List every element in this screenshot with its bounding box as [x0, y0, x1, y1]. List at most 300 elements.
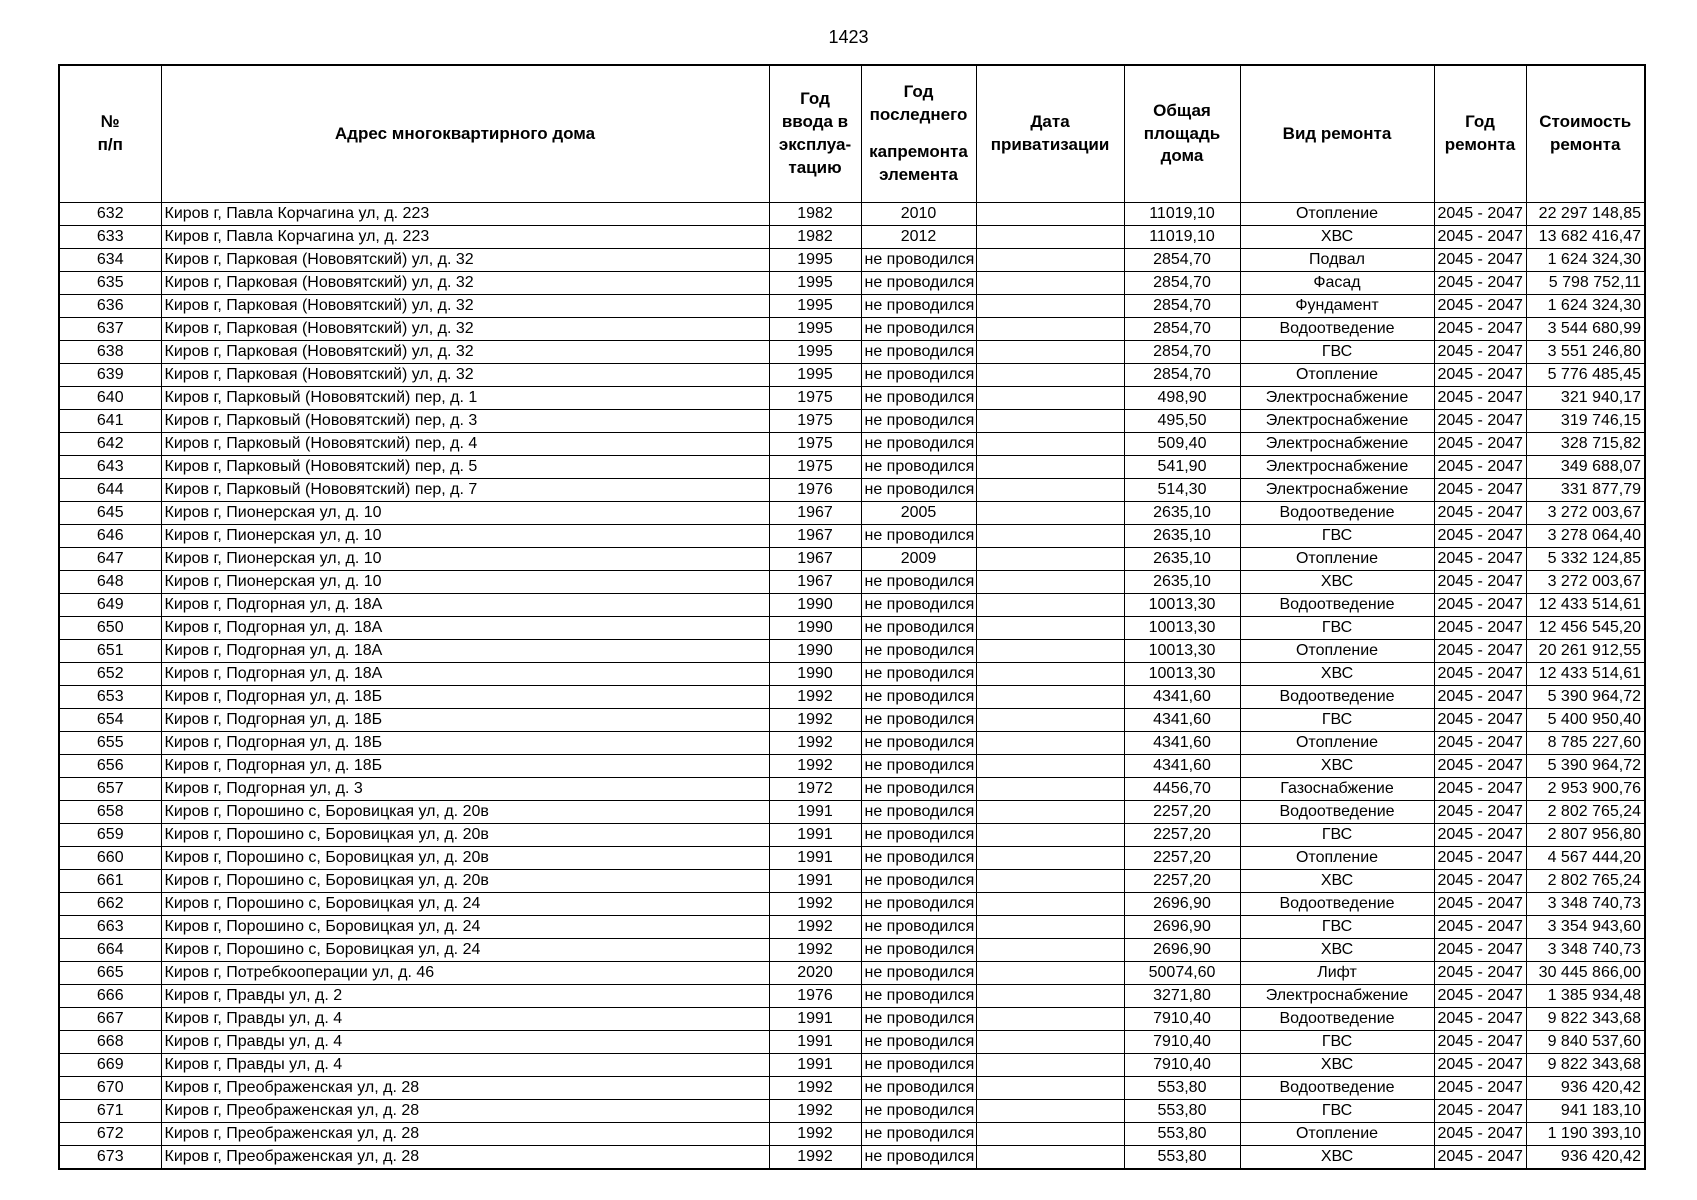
row-last-repair: 2010	[861, 203, 976, 226]
row-repair-kind: Отопление	[1240, 1123, 1434, 1146]
row-address: Киров г, Преображенская ул, д. 28	[161, 1077, 769, 1100]
row-year-built: 1991	[769, 870, 861, 893]
row-last-repair: не проводился	[861, 433, 976, 456]
row-last-repair: не проводился	[861, 893, 976, 916]
row-area: 2854,70	[1124, 295, 1240, 318]
row-year-built: 1967	[769, 571, 861, 594]
row-last-repair: не проводился	[861, 686, 976, 709]
table-row	[59, 479, 1645, 502]
row-number: 658	[59, 801, 161, 824]
table-row	[59, 341, 1645, 364]
row-last-repair: не проводился	[861, 1077, 976, 1100]
row-repair-year: 2045 - 2047	[1434, 341, 1526, 364]
row-year-built: 1995	[769, 341, 861, 364]
row-area: 553,80	[1124, 1146, 1240, 1170]
row-privatization	[976, 594, 1124, 617]
row-address: Киров г, Преображенская ул, д. 28	[161, 1146, 769, 1170]
row-last-repair: не проводился	[861, 272, 976, 295]
row-privatization	[976, 226, 1124, 249]
table-row	[59, 364, 1645, 387]
row-area: 509,40	[1124, 433, 1240, 456]
row-address: Киров г, Порошино с, Боровицкая ул, д. 20в	[161, 870, 769, 893]
row-privatization	[976, 1077, 1124, 1100]
row-address: Киров г, Парковый (Нововятский) пер, д. 3	[161, 410, 769, 433]
row-last-repair: не проводился	[861, 456, 976, 479]
row-year-built: 1967	[769, 525, 861, 548]
row-last-repair: не проводился	[861, 249, 976, 272]
row-year-built: 1995	[769, 249, 861, 272]
row-repair-year: 2045 - 2047	[1434, 939, 1526, 962]
row-privatization	[976, 387, 1124, 410]
row-year-built: 1992	[769, 893, 861, 916]
row-repair-kind: ХВС	[1240, 939, 1434, 962]
row-repair-kind: Электроснабжение	[1240, 985, 1434, 1008]
row-address: Киров г, Павла Корчагина ул, д. 223	[161, 226, 769, 249]
row-privatization	[976, 801, 1124, 824]
row-cost: 936 420,42	[1526, 1077, 1645, 1100]
row-last-repair: не проводился	[861, 479, 976, 502]
row-repair-kind: Водоотведение	[1240, 1008, 1434, 1031]
header-num: № п/п	[59, 65, 161, 203]
row-area: 7910,40	[1124, 1054, 1240, 1077]
row-repair-year: 2045 - 2047	[1434, 962, 1526, 985]
table-row	[59, 617, 1645, 640]
row-privatization	[976, 847, 1124, 870]
row-address: Киров г, Подгорная ул, д. 18Б	[161, 709, 769, 732]
row-area: 2854,70	[1124, 318, 1240, 341]
row-number: 646	[59, 525, 161, 548]
row-cost: 331 877,79	[1526, 479, 1645, 502]
row-year-built: 1992	[769, 1077, 861, 1100]
row-number: 661	[59, 870, 161, 893]
row-privatization	[976, 893, 1124, 916]
row-repair-year: 2045 - 2047	[1434, 985, 1526, 1008]
row-area: 498,90	[1124, 387, 1240, 410]
row-area: 2696,90	[1124, 939, 1240, 962]
row-address: Киров г, Порошино с, Боровицкая ул, д. 20в	[161, 801, 769, 824]
row-repair-kind: ХВС	[1240, 663, 1434, 686]
row-repair-kind: Отопление	[1240, 203, 1434, 226]
row-cost: 2 802 765,24	[1526, 870, 1645, 893]
row-number: 647	[59, 548, 161, 571]
row-year-built: 1991	[769, 824, 861, 847]
row-number: 654	[59, 709, 161, 732]
row-repair-kind: Электроснабжение	[1240, 456, 1434, 479]
row-cost: 1 190 393,10	[1526, 1123, 1645, 1146]
row-last-repair: не проводился	[861, 962, 976, 985]
row-number: 665	[59, 962, 161, 985]
row-repair-kind: Отопление	[1240, 640, 1434, 663]
row-last-repair: 2012	[861, 226, 976, 249]
row-number: 642	[59, 433, 161, 456]
row-repair-year: 2045 - 2047	[1434, 364, 1526, 387]
row-year-built: 1995	[769, 295, 861, 318]
table-row	[59, 893, 1645, 916]
row-repair-year: 2045 - 2047	[1434, 1031, 1526, 1054]
repair-register-table	[58, 64, 1646, 1170]
row-repair-year: 2045 - 2047	[1434, 1100, 1526, 1123]
row-number: 657	[59, 778, 161, 801]
row-number: 672	[59, 1123, 161, 1146]
row-last-repair: не проводился	[861, 410, 976, 433]
header-privatization: Дата приватизации	[976, 65, 1124, 203]
row-area: 11019,10	[1124, 226, 1240, 249]
row-area: 10013,30	[1124, 640, 1240, 663]
row-cost: 12 456 545,20	[1526, 617, 1645, 640]
row-address: Киров г, Павла Корчагина ул, д. 223	[161, 203, 769, 226]
row-cost: 2 953 900,76	[1526, 778, 1645, 801]
table-row	[59, 525, 1645, 548]
table-row	[59, 1054, 1645, 1077]
row-cost: 2 807 956,80	[1526, 824, 1645, 847]
row-cost: 20 261 912,55	[1526, 640, 1645, 663]
row-repair-kind: ГВС	[1240, 617, 1434, 640]
table-row	[59, 939, 1645, 962]
row-cost: 5 776 485,45	[1526, 364, 1645, 387]
row-cost: 5 390 964,72	[1526, 755, 1645, 778]
row-year-built: 1967	[769, 502, 861, 525]
row-address: Киров г, Подгорная ул, д. 18А	[161, 594, 769, 617]
row-number: 660	[59, 847, 161, 870]
row-address: Киров г, Подгорная ул, д. 18А	[161, 663, 769, 686]
row-repair-kind: Фундамент	[1240, 295, 1434, 318]
row-year-built: 1991	[769, 1031, 861, 1054]
row-repair-year: 2045 - 2047	[1434, 617, 1526, 640]
row-cost: 5 400 950,40	[1526, 709, 1645, 732]
row-cost: 3 544 680,99	[1526, 318, 1645, 341]
row-privatization	[976, 1054, 1124, 1077]
row-area: 2854,70	[1124, 341, 1240, 364]
row-privatization	[976, 1031, 1124, 1054]
row-privatization	[976, 985, 1124, 1008]
row-cost: 321 940,17	[1526, 387, 1645, 410]
row-area: 50074,60	[1124, 962, 1240, 985]
row-repair-kind: ХВС	[1240, 1054, 1434, 1077]
row-repair-year: 2045 - 2047	[1434, 433, 1526, 456]
row-area: 7910,40	[1124, 1008, 1240, 1031]
table-row	[59, 640, 1645, 663]
row-repair-kind: Газоснабжение	[1240, 778, 1434, 801]
row-year-built: 1975	[769, 410, 861, 433]
row-last-repair: не проводился	[861, 1054, 976, 1077]
table-row	[59, 571, 1645, 594]
row-number: 659	[59, 824, 161, 847]
row-repair-year: 2045 - 2047	[1434, 686, 1526, 709]
table-row	[59, 1077, 1645, 1100]
row-number: 664	[59, 939, 161, 962]
header-last-repair: Год последнего капремонта элемента	[861, 65, 976, 203]
row-cost: 1 624 324,30	[1526, 295, 1645, 318]
row-privatization	[976, 571, 1124, 594]
row-repair-year: 2045 - 2047	[1434, 525, 1526, 548]
row-repair-kind: ХВС	[1240, 755, 1434, 778]
row-area: 553,80	[1124, 1100, 1240, 1123]
row-number: 640	[59, 387, 161, 410]
row-year-built: 1991	[769, 801, 861, 824]
row-address: Киров г, Парковая (Нововятский) ул, д. 32	[161, 272, 769, 295]
row-repair-year: 2045 - 2047	[1434, 870, 1526, 893]
row-repair-year: 2045 - 2047	[1434, 387, 1526, 410]
row-last-repair: не проводился	[861, 801, 976, 824]
row-privatization	[976, 295, 1124, 318]
row-privatization	[976, 433, 1124, 456]
row-last-repair: не проводился	[861, 732, 976, 755]
row-number: 638	[59, 341, 161, 364]
row-year-built: 1982	[769, 203, 861, 226]
row-privatization	[976, 663, 1124, 686]
row-privatization	[976, 1146, 1124, 1170]
row-repair-kind: ХВС	[1240, 571, 1434, 594]
row-last-repair: не проводился	[861, 1100, 976, 1123]
row-year-built: 1995	[769, 364, 861, 387]
row-cost: 2 802 765,24	[1526, 801, 1645, 824]
row-number: 648	[59, 571, 161, 594]
row-repair-kind: ГВС	[1240, 709, 1434, 732]
row-privatization	[976, 686, 1124, 709]
row-cost: 3 354 943,60	[1526, 916, 1645, 939]
row-year-built: 1990	[769, 663, 861, 686]
row-area: 4456,70	[1124, 778, 1240, 801]
row-area: 2635,10	[1124, 571, 1240, 594]
row-address: Киров г, Подгорная ул, д. 18А	[161, 640, 769, 663]
row-privatization	[976, 939, 1124, 962]
row-cost: 3 348 740,73	[1526, 939, 1645, 962]
row-area: 2257,20	[1124, 847, 1240, 870]
row-area: 10013,30	[1124, 617, 1240, 640]
row-last-repair: не проводился	[861, 1146, 976, 1170]
row-repair-year: 2045 - 2047	[1434, 295, 1526, 318]
row-area: 11019,10	[1124, 203, 1240, 226]
table-row	[59, 663, 1645, 686]
row-repair-year: 2045 - 2047	[1434, 571, 1526, 594]
row-address: Киров г, Потребкооперации ул, д. 46	[161, 962, 769, 985]
row-last-repair: не проводился	[861, 640, 976, 663]
row-address: Киров г, Парковая (Нововятский) ул, д. 32	[161, 364, 769, 387]
row-address: Киров г, Парковый (Нововятский) пер, д. 4	[161, 433, 769, 456]
row-last-repair: не проводился	[861, 916, 976, 939]
row-repair-kind: Лифт	[1240, 962, 1434, 985]
table-row	[59, 1146, 1645, 1170]
row-repair-year: 2045 - 2047	[1434, 755, 1526, 778]
row-number: 656	[59, 755, 161, 778]
row-privatization	[976, 1123, 1124, 1146]
row-number: 651	[59, 640, 161, 663]
row-number: 641	[59, 410, 161, 433]
row-number: 634	[59, 249, 161, 272]
row-repair-kind: Электроснабжение	[1240, 479, 1434, 502]
row-repair-year: 2045 - 2047	[1434, 824, 1526, 847]
row-repair-year: 2045 - 2047	[1434, 594, 1526, 617]
row-last-repair: не проводился	[861, 617, 976, 640]
row-address: Киров г, Порошино с, Боровицкая ул, д. 24	[161, 893, 769, 916]
row-number: 649	[59, 594, 161, 617]
row-area: 4341,60	[1124, 686, 1240, 709]
row-cost: 13 682 416,47	[1526, 226, 1645, 249]
row-address: Киров г, Порошино с, Боровицкая ул, д. 20в	[161, 847, 769, 870]
row-year-built: 1992	[769, 1146, 861, 1170]
row-repair-kind: Водоотведение	[1240, 594, 1434, 617]
row-repair-kind: Подвал	[1240, 249, 1434, 272]
row-address: Киров г, Порошино с, Боровицкая ул, д. 24	[161, 939, 769, 962]
row-privatization	[976, 203, 1124, 226]
row-repair-kind: ГВС	[1240, 1031, 1434, 1054]
row-last-repair: не проводился	[861, 870, 976, 893]
row-address: Киров г, Порошино с, Боровицкая ул, д. 20в	[161, 824, 769, 847]
row-privatization	[976, 916, 1124, 939]
row-last-repair: не проводился	[861, 1008, 976, 1031]
row-cost: 5 332 124,85	[1526, 548, 1645, 571]
row-year-built: 1990	[769, 594, 861, 617]
row-area: 4341,60	[1124, 755, 1240, 778]
row-number: 662	[59, 893, 161, 916]
row-number: 653	[59, 686, 161, 709]
header-cost: Стоимость ремонта	[1526, 65, 1645, 203]
table-row	[59, 824, 1645, 847]
row-area: 2635,10	[1124, 525, 1240, 548]
row-repair-kind: ГВС	[1240, 341, 1434, 364]
table-row	[59, 594, 1645, 617]
row-year-built: 1992	[769, 1123, 861, 1146]
table-row	[59, 916, 1645, 939]
row-repair-year: 2045 - 2047	[1434, 548, 1526, 571]
row-area: 7910,40	[1124, 1031, 1240, 1054]
row-repair-kind: ХВС	[1240, 1146, 1434, 1170]
row-repair-kind: Отопление	[1240, 732, 1434, 755]
table-row	[59, 847, 1645, 870]
row-repair-kind: Отопление	[1240, 364, 1434, 387]
row-number: 645	[59, 502, 161, 525]
row-year-built: 1991	[769, 1008, 861, 1031]
row-repair-kind: Отопление	[1240, 847, 1434, 870]
row-cost: 12 433 514,61	[1526, 663, 1645, 686]
row-address: Киров г, Парковая (Нововятский) ул, д. 32	[161, 249, 769, 272]
row-cost: 3 272 003,67	[1526, 571, 1645, 594]
table-row	[59, 433, 1645, 456]
table-body	[59, 203, 1645, 1170]
header-row	[59, 65, 1645, 203]
row-privatization	[976, 249, 1124, 272]
table-row	[59, 1031, 1645, 1054]
table-row	[59, 318, 1645, 341]
row-repair-kind: ГВС	[1240, 1100, 1434, 1123]
row-repair-kind: ХВС	[1240, 226, 1434, 249]
header-repair-year: Год ремонта	[1434, 65, 1526, 203]
row-last-repair: не проводился	[861, 295, 976, 318]
row-address: Киров г, Правды ул, д. 4	[161, 1031, 769, 1054]
row-repair-kind: Водоотведение	[1240, 318, 1434, 341]
row-privatization	[976, 502, 1124, 525]
row-repair-kind: Отопление	[1240, 548, 1434, 571]
row-number: 666	[59, 985, 161, 1008]
row-repair-year: 2045 - 2047	[1434, 272, 1526, 295]
page-number: 1423	[828, 27, 869, 47]
row-address: Киров г, Пионерская ул, д. 10	[161, 548, 769, 571]
row-privatization	[976, 548, 1124, 571]
row-privatization	[976, 755, 1124, 778]
table-row	[59, 709, 1645, 732]
row-number: 668	[59, 1031, 161, 1054]
row-privatization	[976, 410, 1124, 433]
row-area: 2696,90	[1124, 916, 1240, 939]
row-repair-year: 2045 - 2047	[1434, 916, 1526, 939]
row-area: 10013,30	[1124, 594, 1240, 617]
row-last-repair: не проводился	[861, 594, 976, 617]
row-last-repair: не проводился	[861, 663, 976, 686]
row-repair-year: 2045 - 2047	[1434, 502, 1526, 525]
row-cost: 3 272 003,67	[1526, 502, 1645, 525]
row-address: Киров г, Преображенская ул, д. 28	[161, 1123, 769, 1146]
row-year-built: 1990	[769, 640, 861, 663]
row-number: 644	[59, 479, 161, 502]
row-address: Киров г, Подгорная ул, д. 18Б	[161, 755, 769, 778]
row-address: Киров г, Парковая (Нововятский) ул, д. 32	[161, 318, 769, 341]
row-area: 2854,70	[1124, 272, 1240, 295]
row-address: Киров г, Порошино с, Боровицкая ул, д. 24	[161, 916, 769, 939]
row-repair-year: 2045 - 2047	[1434, 1008, 1526, 1031]
row-area: 2257,20	[1124, 870, 1240, 893]
row-privatization	[976, 1100, 1124, 1123]
row-year-built: 1992	[769, 916, 861, 939]
row-area: 553,80	[1124, 1123, 1240, 1146]
row-privatization	[976, 364, 1124, 387]
row-year-built: 1992	[769, 732, 861, 755]
row-address: Киров г, Подгорная ул, д. 18Б	[161, 686, 769, 709]
row-cost: 30 445 866,00	[1526, 962, 1645, 985]
row-privatization	[976, 709, 1124, 732]
row-last-repair: не проводился	[861, 709, 976, 732]
table-row	[59, 962, 1645, 985]
row-repair-kind: ГВС	[1240, 525, 1434, 548]
row-number: 669	[59, 1054, 161, 1077]
row-repair-year: 2045 - 2047	[1434, 801, 1526, 824]
row-area: 3271,80	[1124, 985, 1240, 1008]
row-address: Киров г, Подгорная ул, д. 18А	[161, 617, 769, 640]
row-last-repair: не проводился	[861, 318, 976, 341]
row-repair-year: 2045 - 2047	[1434, 893, 1526, 916]
row-cost: 328 715,82	[1526, 433, 1645, 456]
row-privatization	[976, 870, 1124, 893]
row-year-built: 1992	[769, 686, 861, 709]
row-area: 4341,60	[1124, 709, 1240, 732]
row-cost: 1 385 934,48	[1526, 985, 1645, 1008]
row-number: 632	[59, 203, 161, 226]
row-address: Киров г, Правды ул, д. 4	[161, 1008, 769, 1031]
row-address: Киров г, Пионерская ул, д. 10	[161, 571, 769, 594]
table-row	[59, 410, 1645, 433]
row-year-built: 1992	[769, 709, 861, 732]
row-privatization	[976, 479, 1124, 502]
row-address: Киров г, Парковый (Нововятский) пер, д. 1	[161, 387, 769, 410]
row-last-repair: не проводился	[861, 341, 976, 364]
row-last-repair: не проводился	[861, 985, 976, 1008]
row-repair-kind: ХВС	[1240, 870, 1434, 893]
row-repair-year: 2045 - 2047	[1434, 456, 1526, 479]
row-privatization	[976, 1008, 1124, 1031]
header-year-built: Год ввода в эксплуа- тацию	[769, 65, 861, 203]
row-area: 2257,20	[1124, 824, 1240, 847]
row-repair-kind: Водоотведение	[1240, 801, 1434, 824]
row-area: 10013,30	[1124, 663, 1240, 686]
row-number: 643	[59, 456, 161, 479]
row-privatization	[976, 778, 1124, 801]
row-number: 673	[59, 1146, 161, 1170]
row-last-repair: не проводился	[861, 571, 976, 594]
row-address: Киров г, Пионерская ул, д. 10	[161, 525, 769, 548]
row-address: Киров г, Парковая (Нововятский) ул, д. 32	[161, 341, 769, 364]
row-cost: 941 183,10	[1526, 1100, 1645, 1123]
row-cost: 8 785 227,60	[1526, 732, 1645, 755]
row-area: 2696,90	[1124, 893, 1240, 916]
